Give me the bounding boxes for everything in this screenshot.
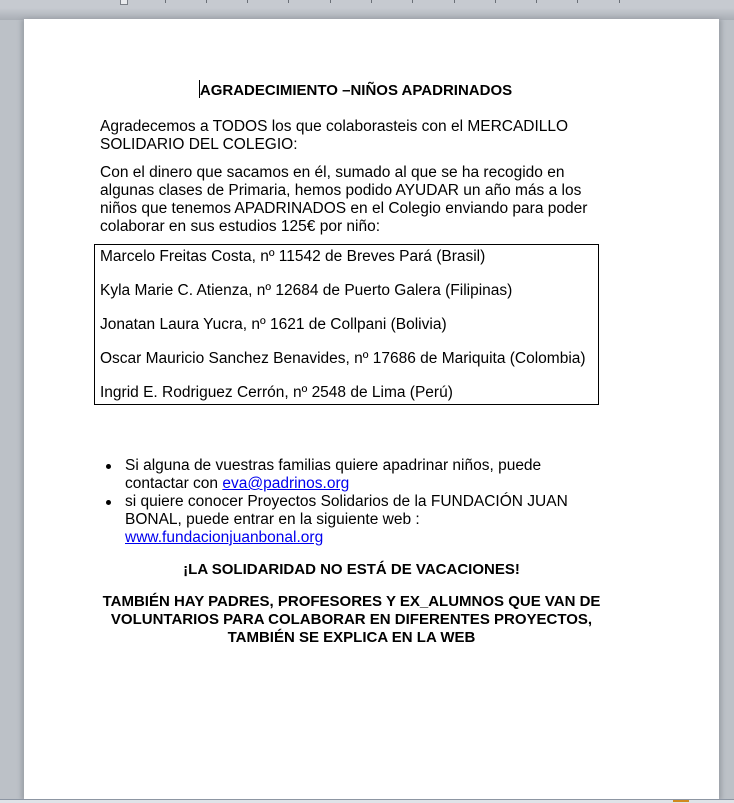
email-link[interactable]: eva@padrinos.org <box>222 475 350 492</box>
child-row: Marcelo Freitas Costa, nº 11542 de Breves Pará (Brasil) <box>100 248 486 265</box>
donation-paragraph: Con el dinero que sacamos en él, sumado al que se ha recogido en algunas clases de Primaria, hemos podido AYUDAR un año más a los niños que tenemos APADRINADOS en el Colegio enviando para poder colaborar en sus estudios 125€ por niño: <box>100 164 588 235</box>
ruler-tick <box>371 0 372 3</box>
document-body[interactable] <box>100 80 603 647</box>
horizontal-ruler[interactable] <box>0 0 734 8</box>
ruler-tick <box>165 0 166 3</box>
title-text: AGRADECIMIENTO –NIÑOS APADRINADOS <box>199 82 513 99</box>
thanks-paragraph: Agradecemos a TODOS los que colaborasteis con el MERCADILLO SOLIDARIO DEL COLEGIO: <box>100 118 569 153</box>
indent-marker[interactable] <box>120 0 128 5</box>
info-list <box>100 457 603 547</box>
status-bar <box>0 799 734 803</box>
child-row: Oscar Mauricio Sanchez Benavides, nº 17686 de Mariquita (Colombia) <box>100 350 586 367</box>
child-row: Kyla Marie C. Atienza, nº 12684 de Puerto Galera (Filipinas) <box>100 282 513 299</box>
contact-text: Si alguna de vuestras familias quiere apadrinar niños, puede contactar con <box>125 457 542 492</box>
children-table <box>94 244 599 405</box>
ruler-tick <box>577 0 578 3</box>
foundation-text: si quiere conocer Proyectos Solidarios de la FUNDACIÓN JUAN BONAL, puede entrar en la siguiente web : <box>125 493 568 528</box>
ruler-tick <box>288 0 289 3</box>
ruler-tick <box>619 0 620 3</box>
ruler-tick <box>454 0 455 3</box>
ruler-tick <box>495 0 496 3</box>
list-item-contact <box>125 457 603 493</box>
website-link[interactable]: www.fundacionjuanbonal.org <box>125 529 324 546</box>
slogan: ¡LA SOLIDARIDAD NO ESTÁ DE VACACIONES! <box>183 561 520 578</box>
document-title <box>100 80 603 100</box>
ruler-tick <box>247 0 248 3</box>
list-item-foundation <box>125 493 603 547</box>
closing-note: TAMBIÉN HAY PADRES, PROFESORES Y EX_ALUMNOS QUE VAN DE VOLUNTARIOS PARA COLABORAR EN DIFERENTES PROYECTOS, TAMBIÉN SE EXPLICA EN LA WEB <box>102 593 601 646</box>
ruler-tick <box>412 0 413 3</box>
ruler-tick <box>330 0 331 3</box>
child-row: Ingrid E. Rodriguez Cerrón, nº 2548 de Lima (Perú) <box>100 384 453 401</box>
child-row: Jonatan Laura Yucra, nº 1621 de Collpani (Bolivia) <box>100 316 447 333</box>
ruler-tick <box>206 0 207 3</box>
ruler-tick <box>536 0 537 3</box>
